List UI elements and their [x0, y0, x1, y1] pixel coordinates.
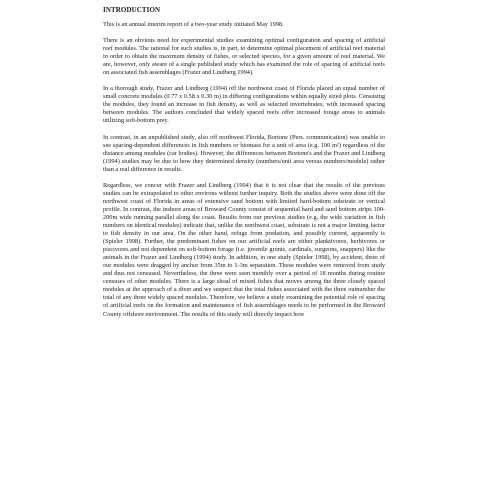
paragraph-1: This is an annual interim report of a two-year study initiated May 1998.	[103, 21, 284, 28]
section-heading: INTRODUCTION	[103, 6, 161, 14]
document-page	[103, 6, 385, 476]
paragraph-3: In a thorough study, Frazer and Lindberg (1994) off the northwest coast of Florida placed an equal number of small concrete modules (0.77 x 0.58 x 0.30 m) in differing configurations within equally sized plots. Censusing the modules, they found an increase in fish density, as well as selected invertebrates, with increased spacing between modules. The authors concluded that widely spaced reefs offer increased forage areas to animals utilizing soft-bottom prey.	[103, 85, 385, 125]
paragraph-4: In contrast, in an unpublished study, also off northwest Florida, Bortone (Pers. communication) was unable to see spacing-dependent differences in fish numbers or biomass for a unit of area (e.g. 100 m²) regardless of the distance among modules (car bodies). However, the differences between Bortone's and the Frazer and Lindberg (1994) studies may be due to how they determined density (numbers/unit area versus numbers/module) rather than a real difference in results.	[103, 133, 385, 173]
paragraph-2: There is an obvious need for experimental studies examining optimal configuration and spacing of artificial reef modules. The rational for such studies is, in part, to determine optimal placement of artificial reef material in order to obtain the maximum density of fishes, or selected species, for a given amount of reef material. We are, however, only aware of a single published study which has examined the role of spacing of artificial reefs on associated fish assemblages (Frazer and Lindberg 1994).	[103, 37, 385, 77]
paragraph-5: Regardless, we concur with Frazer and Lindberg (1994) that it is not clear that the results of the previous studies can be extrapolated to other environs without further inquiry. Both the studies above were done off the northwest coast of Florida in areas of extensive sand bottom with limited hard-bottom substrate or vertical profile. In contrast, the inshore areas of Broward County consist of sequential hard and sand bottom strips 100-200m wide running parallel along the coast. Results from our previous studies (e.g. the wide variation in fish numbers on identical modules) indicate that, unlike the northwest coast, substrate is not a major limiting factor to fish density in our area. On the other hand, refuge from predation, and possibly current, apparently is (Spieler 1998). Further, the predominant fishes on our artificial reefs are either planktivores, herbivores or piscivores and not dependent on soft-bottom forage (i.e. juvenile grunts, cardinals, surgeons, snappers) like the animals in the Frazer and Lindberg (1994) study. In addition, in one study (Spieler 1998), by accident, three of our modules were dragged by anchor from 35m to 1-3m separation. These modules were removed from study and thus not censused. Nevertheless, the three were seen monthly over a period of 18 months during routine censuses of other modules. There is a large shoal of mixed fishes that moves among the three closely spaced modules at the approach of a diver and we suspect that the total fishes associated with the three outnumber the total of any three widely spaced modules. Therefore, we believe a study examining the potential role of spacing of artificial reefs on the formation and maintenance of fish assemblages needs to be performed in the Broward County offshore environment. The results of this study will directly impact how	[103, 181, 385, 318]
